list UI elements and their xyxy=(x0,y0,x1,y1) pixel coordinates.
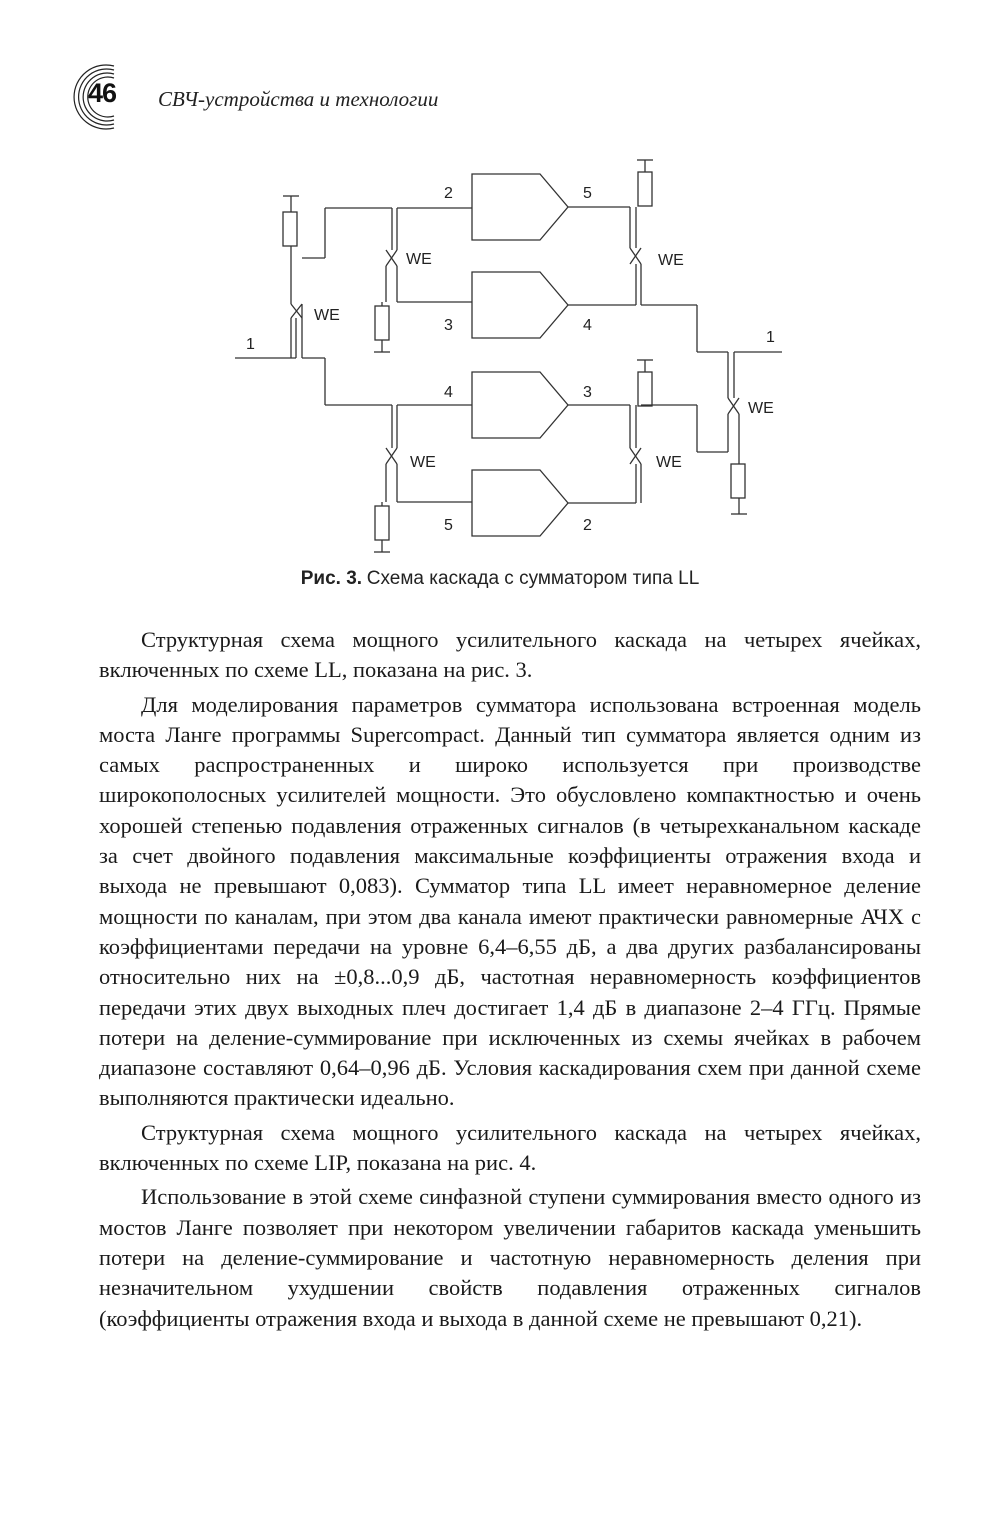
page-number: 46 xyxy=(88,78,117,108)
bridge-label-we: WE xyxy=(748,400,774,417)
page-header xyxy=(68,62,928,132)
amp-in-label: 5 xyxy=(444,517,453,534)
bridge-label-we: WE xyxy=(658,252,684,269)
amplifier-2 xyxy=(472,272,568,338)
caption-text: Схема каскада с сумматором типа LL xyxy=(366,568,700,589)
upper-split-bridge xyxy=(374,208,432,352)
figure-schematic xyxy=(230,150,800,560)
termination-resistor xyxy=(375,506,389,540)
running-title: СВЧ-устройства и технологии xyxy=(158,87,439,111)
bridge-label-we: WE xyxy=(314,307,340,324)
cascade-schematic-diagram xyxy=(230,150,800,560)
termination-resistor xyxy=(375,306,389,340)
input-bridge xyxy=(283,196,340,358)
lower-split-bridge xyxy=(374,405,436,552)
paragraph: Для моделирования параметров сумматора использована встроенная модель моста Ланге программы Supercompact. Данный тип сумматора является одним из самых распространенных и широко используется при производстве широкополосных усилителей мощности. Это обусловлено компактностью и очень хорошей степенью подавления отраженных сигналов (в четырехканальном каскаде за счет двойного подавления максимальные коэффициенты отражения входа и выхода не превышают 0,083). Сумматор типа LL имеет неравномерное деление мощности по каналам, при этом два канала имеют практически равномерные АЧХ с коэффициентами передачи на уровне 6,4–6,55 дБ, а два других разбалансированы относительно них на ±0,8...0,9 дБ, частотная неравномерность коэффициентов передачи этих двух выходных плеч достигает 1,4 дБ в диапазоне 2–4 ГГц. Прямые потери на деление-суммирование при исключенных из схемы ячейках в рабочем диапазоне составляют 0,64–0,96 дБ. Условия каскадирования схем при данной схеме выполняются практически идеально. xyxy=(99,691,921,1111)
upper-combine-bridge xyxy=(630,160,684,305)
bridge-label-we: WE xyxy=(406,251,432,268)
amp-in-label: 2 xyxy=(444,185,453,202)
caption-label: Рис. 3. xyxy=(300,568,363,589)
paragraph: Структурная схема мощного усилительного каскада на четырех ячейках, включенных по схеме LIP, показана на рис. 4. xyxy=(99,1119,921,1176)
paragraph: Использование в этой схеме синфазной ступени суммирования вместо одного из мостов Ланге позволяет при некотором увеличении габаритов каскада уменьшить потери на деление-суммирование и частотную неравномерность деления при незначительном ухудшении свойств подавления отраженных сигналов (коэффициенты отражения входа и выхода в данной схеме не превышают 0,21). xyxy=(99,1184,921,1331)
termination-resistor xyxy=(638,372,652,406)
termination-resistor xyxy=(638,172,652,206)
output-port-label: 1 xyxy=(766,329,775,346)
bridge-label-we: WE xyxy=(656,454,682,471)
amp-out-label: 3 xyxy=(583,384,592,401)
output-bridge xyxy=(728,352,774,514)
amplifier-3 xyxy=(472,372,568,438)
input-port-label: 1 xyxy=(246,336,255,353)
amplifier-4 xyxy=(472,470,568,536)
amp-in-label: 4 xyxy=(444,384,453,401)
paragraph: Структурная схема мощного усилительного каскада на четырех ячейках, включенных по схеме LL, показана на рис. 3. xyxy=(99,627,921,683)
termination-resistor xyxy=(731,464,745,498)
amplifier-1 xyxy=(472,174,568,240)
termination-resistor xyxy=(283,212,297,246)
amp-in-label: 3 xyxy=(444,317,453,334)
bridge-label-we: WE xyxy=(410,454,436,471)
body-text xyxy=(99,625,921,1338)
figure-caption xyxy=(0,568,1000,590)
amp-out-label: 2 xyxy=(583,517,592,534)
amp-out-label: 4 xyxy=(583,317,592,334)
lower-combine-bridge xyxy=(630,360,682,503)
amp-out-label: 5 xyxy=(583,185,592,202)
